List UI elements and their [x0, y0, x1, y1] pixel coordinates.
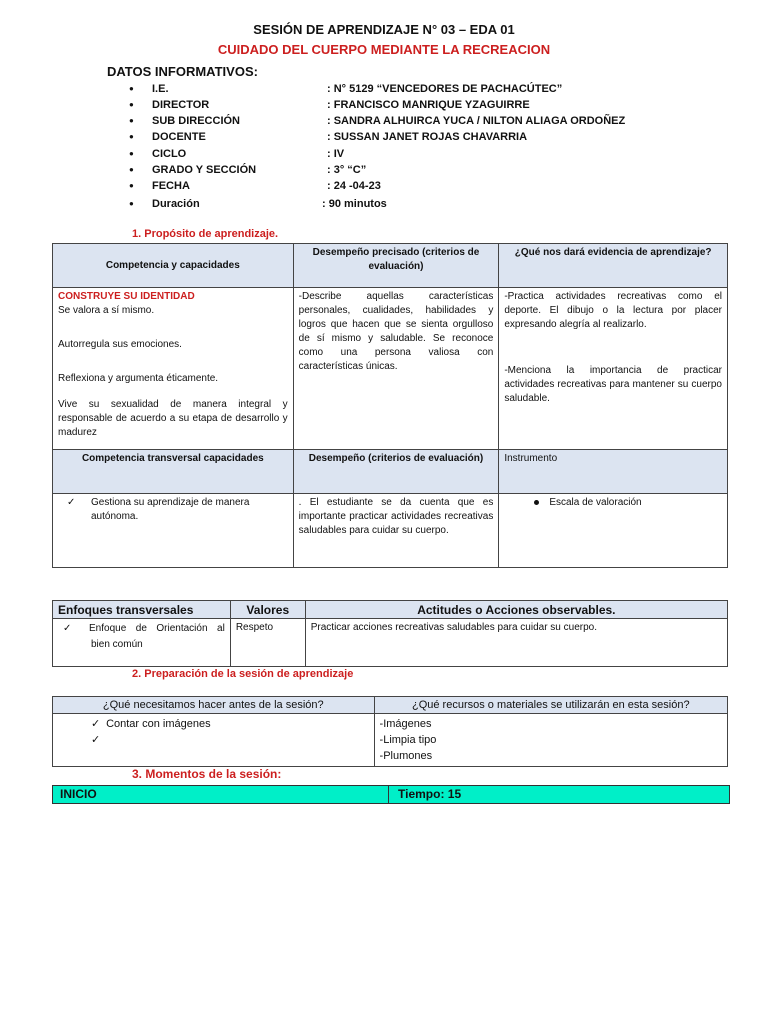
- datos-heading: DATOS INFORMATIVOS:: [107, 64, 258, 79]
- evidencia-text-2: -Menciona la importancia de practicar actividades recreativas para mantener su cuerpo saludable.: [504, 365, 722, 404]
- info-label: FECHA: [152, 180, 190, 192]
- table-row: [53, 494, 728, 568]
- check-icon: ✓: [67, 497, 76, 508]
- evidencia-cell: [499, 288, 728, 450]
- page-subtitle: CUIDADO DEL CUERPO MEDIANTE LA RECREACION: [217, 42, 551, 57]
- table-header-cell: Valores: [230, 601, 305, 619]
- info-value: : 24 -04-23: [327, 180, 381, 192]
- transversal-item: [67, 496, 288, 524]
- table-header-row: [53, 601, 728, 619]
- info-value: : SUSSAN JANET ROJAS CHAVARRIA: [327, 131, 528, 143]
- info-row-fecha: [0, 178, 768, 194]
- bullet-icon: [534, 500, 539, 505]
- table-row: [53, 288, 728, 450]
- info-value: : 3° “C”: [327, 164, 367, 176]
- valor-cell: Respeto: [230, 619, 305, 667]
- table-row: [53, 714, 728, 767]
- capacidad-item: Vive su sexualidad de manera integral y responsable de acuerdo a su etapa de desarrollo y madurez: [58, 399, 288, 438]
- table-header-cell: Enfoques transversales: [53, 601, 231, 619]
- info-label: I.E.: [152, 83, 169, 95]
- table-header-cell: ¿Qué necesitamos hacer antes de la sesión?: [53, 697, 375, 714]
- recurso-item: -Plumones: [379, 750, 433, 762]
- inicio-label: INICIO: [53, 786, 389, 803]
- info-label: Duración: [152, 198, 200, 210]
- desempeno-text: . El estudiante se da cuenta que es importante practicar actividades recreativas saludables para cuidar su cuerpo.: [298, 497, 494, 536]
- desempeno-cell: [293, 288, 499, 450]
- info-value: : FRANCISCO MANRIQUE YZAGUIRRE: [327, 99, 530, 111]
- competencia-cell: [53, 288, 294, 450]
- evidencia-text-1: -Practica actividades recreativas como el deporte. El dibujo o la lectura por placer expresando alegría al realizarlo.: [504, 291, 722, 330]
- info-label: SUB DIRECCIÓN: [152, 115, 241, 127]
- antes-text: Contar con imágenes: [106, 718, 211, 730]
- info-label: CICLO: [152, 148, 187, 160]
- instrumento-cell: [499, 494, 728, 568]
- competencia-title: CONSTRUYE SU IDENTIDAD: [58, 291, 195, 302]
- enfoque-cell: [53, 619, 231, 667]
- table-header-cell: Competencia y capacidades: [53, 244, 294, 288]
- bullet-icon: ●: [129, 149, 134, 158]
- antes-item: [91, 716, 369, 732]
- bullet-icon: ●: [129, 116, 134, 125]
- info-row-director: [0, 97, 768, 113]
- check-icon: ✓: [63, 623, 72, 634]
- bullet-icon: ●: [129, 165, 134, 174]
- info-label: GRADO Y SECCIÓN: [152, 164, 257, 176]
- antes-item: [91, 732, 369, 748]
- capacidad-item: Autorregula sus emociones.: [58, 339, 182, 350]
- info-row-ciclo: [0, 146, 768, 162]
- info-value: : IV: [327, 148, 345, 160]
- info-label: DOCENTE: [152, 131, 206, 143]
- tiempo-label: Tiempo: 15: [398, 787, 462, 801]
- capacidad-item: Reflexiona y argumenta éticamente.: [58, 373, 219, 384]
- info-label: DIRECTOR: [152, 99, 210, 111]
- antes-cell: [53, 714, 375, 767]
- info-row-ie: [0, 81, 768, 97]
- table-header-cell: ¿Qué recursos o materiales se utilizarán en esta sesión?: [374, 697, 727, 714]
- table-header-cell: Desempeño precisado (criterios de evaluación): [293, 244, 499, 288]
- table-header-row: [53, 244, 728, 288]
- actitud-cell: Practicar acciones recreativas saludables para cuidar su cuerpo.: [305, 619, 727, 667]
- info-row-subdireccion: [0, 113, 768, 129]
- table-header-cell: ¿Qué nos dará evidencia de aprendizaje?: [499, 244, 728, 288]
- section3-heading: 3. Momentos de la sesión:: [132, 767, 282, 781]
- table-header-cell: Actitudes o Acciones observables.: [305, 601, 727, 619]
- check-icon: ✓: [91, 734, 101, 746]
- desempeno-cell: [293, 494, 499, 568]
- enfoques-table: [52, 600, 728, 667]
- info-value: : N° 5129 “VENCEDORES DE PACHACÚTEC”: [327, 83, 563, 95]
- check-icon: ✓: [91, 718, 101, 730]
- transversal-cell: [53, 494, 294, 568]
- instrumento-item: [534, 496, 722, 510]
- table-header-row: [53, 697, 728, 714]
- info-value: : SANDRA ALHUIRCA YUCA / NILTON ALIAGA ORDOÑEZ: [327, 115, 626, 127]
- table-header-cell: Competencia transversal capacidades: [53, 450, 294, 494]
- preparacion-table: [52, 696, 728, 767]
- bullet-icon: ●: [129, 181, 134, 190]
- section2-heading: 2. Preparación de la sesión de aprendizaje: [132, 668, 354, 680]
- recurso-item: -Imágenes: [379, 718, 432, 730]
- table-header-cell: Desempeño (criterios de evaluación): [293, 450, 499, 494]
- transversal-text: Gestiona su aprendizaje de manera autónoma.: [91, 497, 250, 522]
- bullet-icon: ●: [129, 100, 134, 109]
- desempeno-text: -Describe aquellas características personales, cualidades, habilidades y logros que hacen que se sienta orgulloso de sí mismo y saludable. Se reconoce como una persona valiosa con características únicas.: [298, 291, 494, 372]
- recurso-item: -Limpia tipo: [379, 734, 437, 746]
- recursos-cell: [374, 714, 727, 767]
- bullet-icon: ●: [129, 84, 134, 93]
- table-row: [53, 619, 728, 667]
- enfoque-item: [63, 621, 225, 653]
- table-header-row: [53, 450, 728, 494]
- bullet-icon: ●: [129, 132, 134, 141]
- page-title: SESIÓN DE APRENDIZAJE N° 03 – EDA 01: [253, 22, 515, 37]
- instrumento-text: Escala de valoración: [549, 497, 642, 508]
- info-row-docente: [0, 129, 768, 145]
- capacidad-item: Se valora a sí mismo.: [58, 305, 155, 316]
- info-row-grado: [0, 162, 768, 178]
- inicio-bar: [52, 785, 730, 804]
- bullet-icon: ●: [129, 199, 134, 208]
- info-row-duracion: [0, 196, 768, 212]
- info-value: : 90 minutos: [322, 198, 387, 210]
- proposito-table: [52, 243, 728, 568]
- section1-heading: 1. Propósito de aprendizaje.: [132, 228, 279, 240]
- table-header-cell: Instrumento: [499, 450, 728, 494]
- enfoque-text: Enfoque de Orientación al bien común: [89, 623, 225, 650]
